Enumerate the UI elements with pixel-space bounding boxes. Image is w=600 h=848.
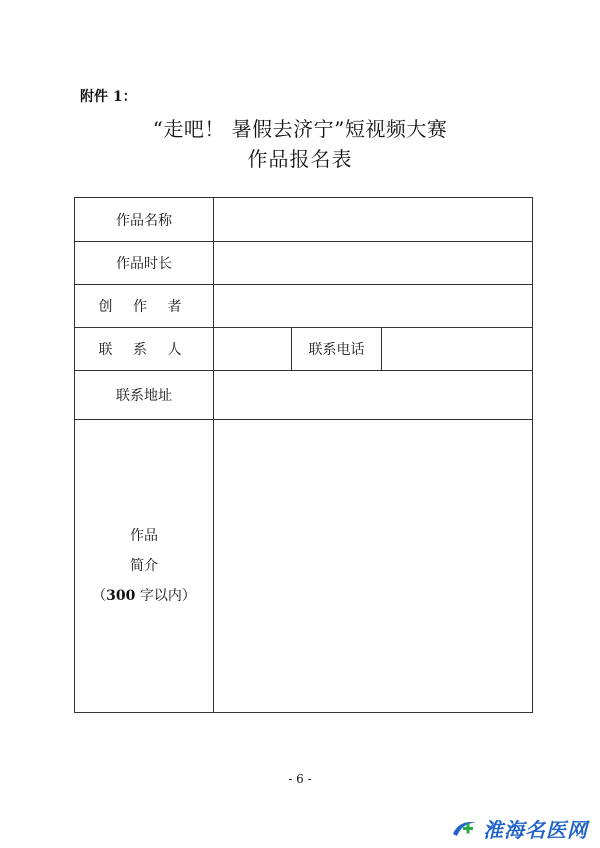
contact-person-field[interactable] — [214, 328, 292, 371]
work-intro-label-line3 — [75, 581, 213, 611]
contact-phone-field[interactable] — [382, 328, 533, 371]
page-title: “走吧！ 暑假去济宁”短视频大赛 — [152, 117, 448, 141]
contact-address-field[interactable] — [214, 371, 533, 420]
creator-field[interactable] — [214, 285, 533, 328]
attachment-label: 附件 1： — [80, 89, 137, 105]
work-intro-label-line1: 作品 — [130, 528, 158, 544]
page-number: - 6 - — [288, 772, 312, 786]
intro-open-paren: （ — [92, 588, 107, 604]
row-work-name — [75, 198, 533, 242]
watermark-logo-icon — [449, 814, 479, 842]
work-intro-label-line2: 简介 — [130, 558, 158, 574]
work-name-field[interactable] — [214, 198, 533, 242]
row-contact — [75, 328, 533, 371]
watermark — [449, 814, 588, 842]
page-subtitle: 作品报名表 — [247, 147, 353, 171]
intro-limit-text: 字以内） — [135, 588, 196, 604]
work-name-label: 作品名称 — [75, 198, 214, 242]
work-intro-field[interactable] — [214, 420, 533, 713]
work-duration-field[interactable] — [214, 242, 533, 285]
registration-form-table — [74, 197, 533, 713]
watermark-text: 淮海名医网 — [483, 817, 588, 842]
contact-person-label: 联 系 人 — [75, 328, 214, 371]
row-work-duration — [75, 242, 533, 285]
contact-address-label: 联系地址 — [75, 371, 214, 420]
row-contact-address — [75, 371, 533, 420]
row-creator — [75, 285, 533, 328]
work-duration-label: 作品时长 — [75, 242, 214, 285]
creator-label: 创 作 者 — [75, 285, 214, 328]
row-work-intro — [75, 420, 533, 713]
work-intro-label — [75, 420, 214, 713]
contact-phone-label: 联系电话 — [292, 328, 382, 371]
intro-char-limit: 300 — [106, 588, 136, 604]
